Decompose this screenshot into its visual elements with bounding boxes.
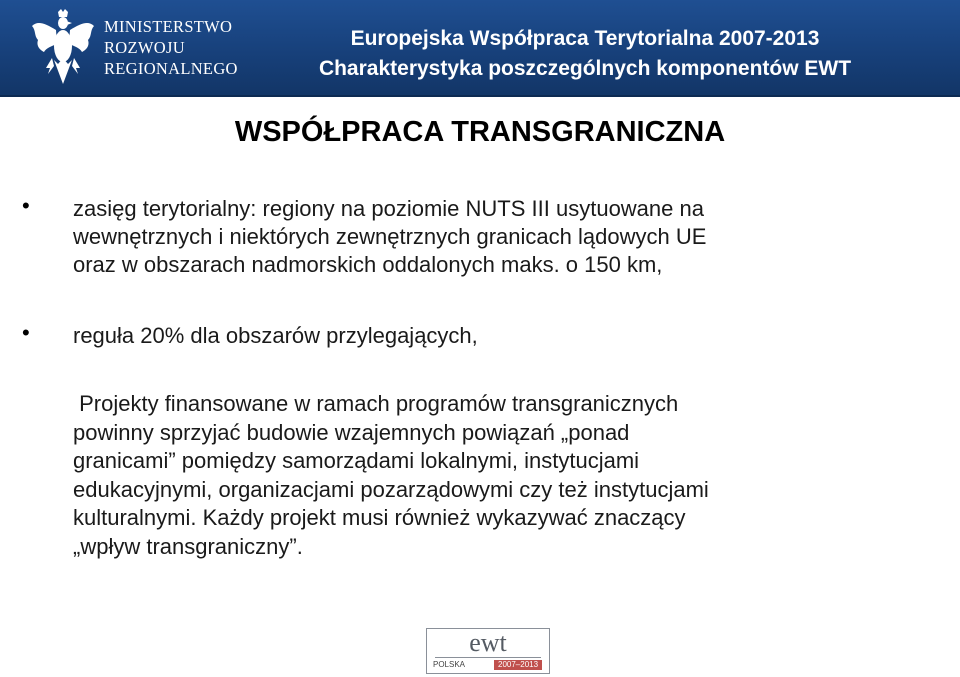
- paragraph-line: granicami” pomiędzy samorządami lokalnymi, instytucjami: [73, 448, 640, 474]
- paragraph-line: powinny sprzyjać budowie wzajemnych powiązań „ponad: [73, 419, 630, 445]
- ministry-line-1: MINISTERSTWO: [104, 17, 233, 36]
- paragraph-line: edukacyjnymi, organizacjami pozarządowymi czy też instytucjami: [73, 476, 709, 502]
- bullet-item-20-percent-rule: [73, 322, 478, 350]
- ministry-logo-text: [104, 16, 238, 79]
- paragraph-line: Projekty finansowane w ramach programów transgranicznych: [73, 391, 679, 416]
- bullet-item-territorial-scope: [73, 195, 706, 279]
- ministry-line-3: REGIONALNEGO: [104, 59, 238, 78]
- ewt-logo-word: ewt: [469, 628, 507, 657]
- header-title: [240, 24, 930, 84]
- paragraph-line: „wpływ transgraniczny”.: [73, 533, 303, 559]
- bullet-line: zasięg terytorialny: regiony na poziomie NUTS III usytuowane na: [73, 196, 704, 221]
- bullet-marker: •: [22, 193, 30, 218]
- ewt-logo-period: 2007–2013: [494, 660, 542, 670]
- ministry-line-2: ROZWOJU: [104, 38, 185, 57]
- ewt-logo-country: POLSKA: [433, 660, 466, 669]
- ewt-logo-divider: [435, 657, 541, 658]
- ewt-logo: [426, 628, 550, 674]
- bullet-line: wewnętrznych i niektórych zewnętrznych granicach lądowych UE: [73, 224, 707, 249]
- slide-title: WSPÓŁPRACA TRANSGRANICZNA: [234, 116, 726, 148]
- header-bar: [0, 0, 960, 97]
- projects-paragraph: [73, 390, 933, 562]
- header-title-line-1: Europejska Współpraca Terytorialna 2007-2013: [350, 27, 820, 50]
- bullet-marker: •: [22, 320, 30, 345]
- header-title-line-2: Charakterystyka poszczególnych komponentów EWT: [318, 57, 852, 80]
- polish-eagle-emblem-icon: [30, 8, 96, 88]
- bullet-line: reguła 20% dla obszarów przylegających,: [73, 323, 478, 348]
- bullet-line: oraz w obszarach nadmorskich oddalonych maks. o 150 km,: [73, 252, 663, 277]
- paragraph-line: kulturalnymi. Każdy projekt musi również wykazywać znaczący: [73, 505, 686, 531]
